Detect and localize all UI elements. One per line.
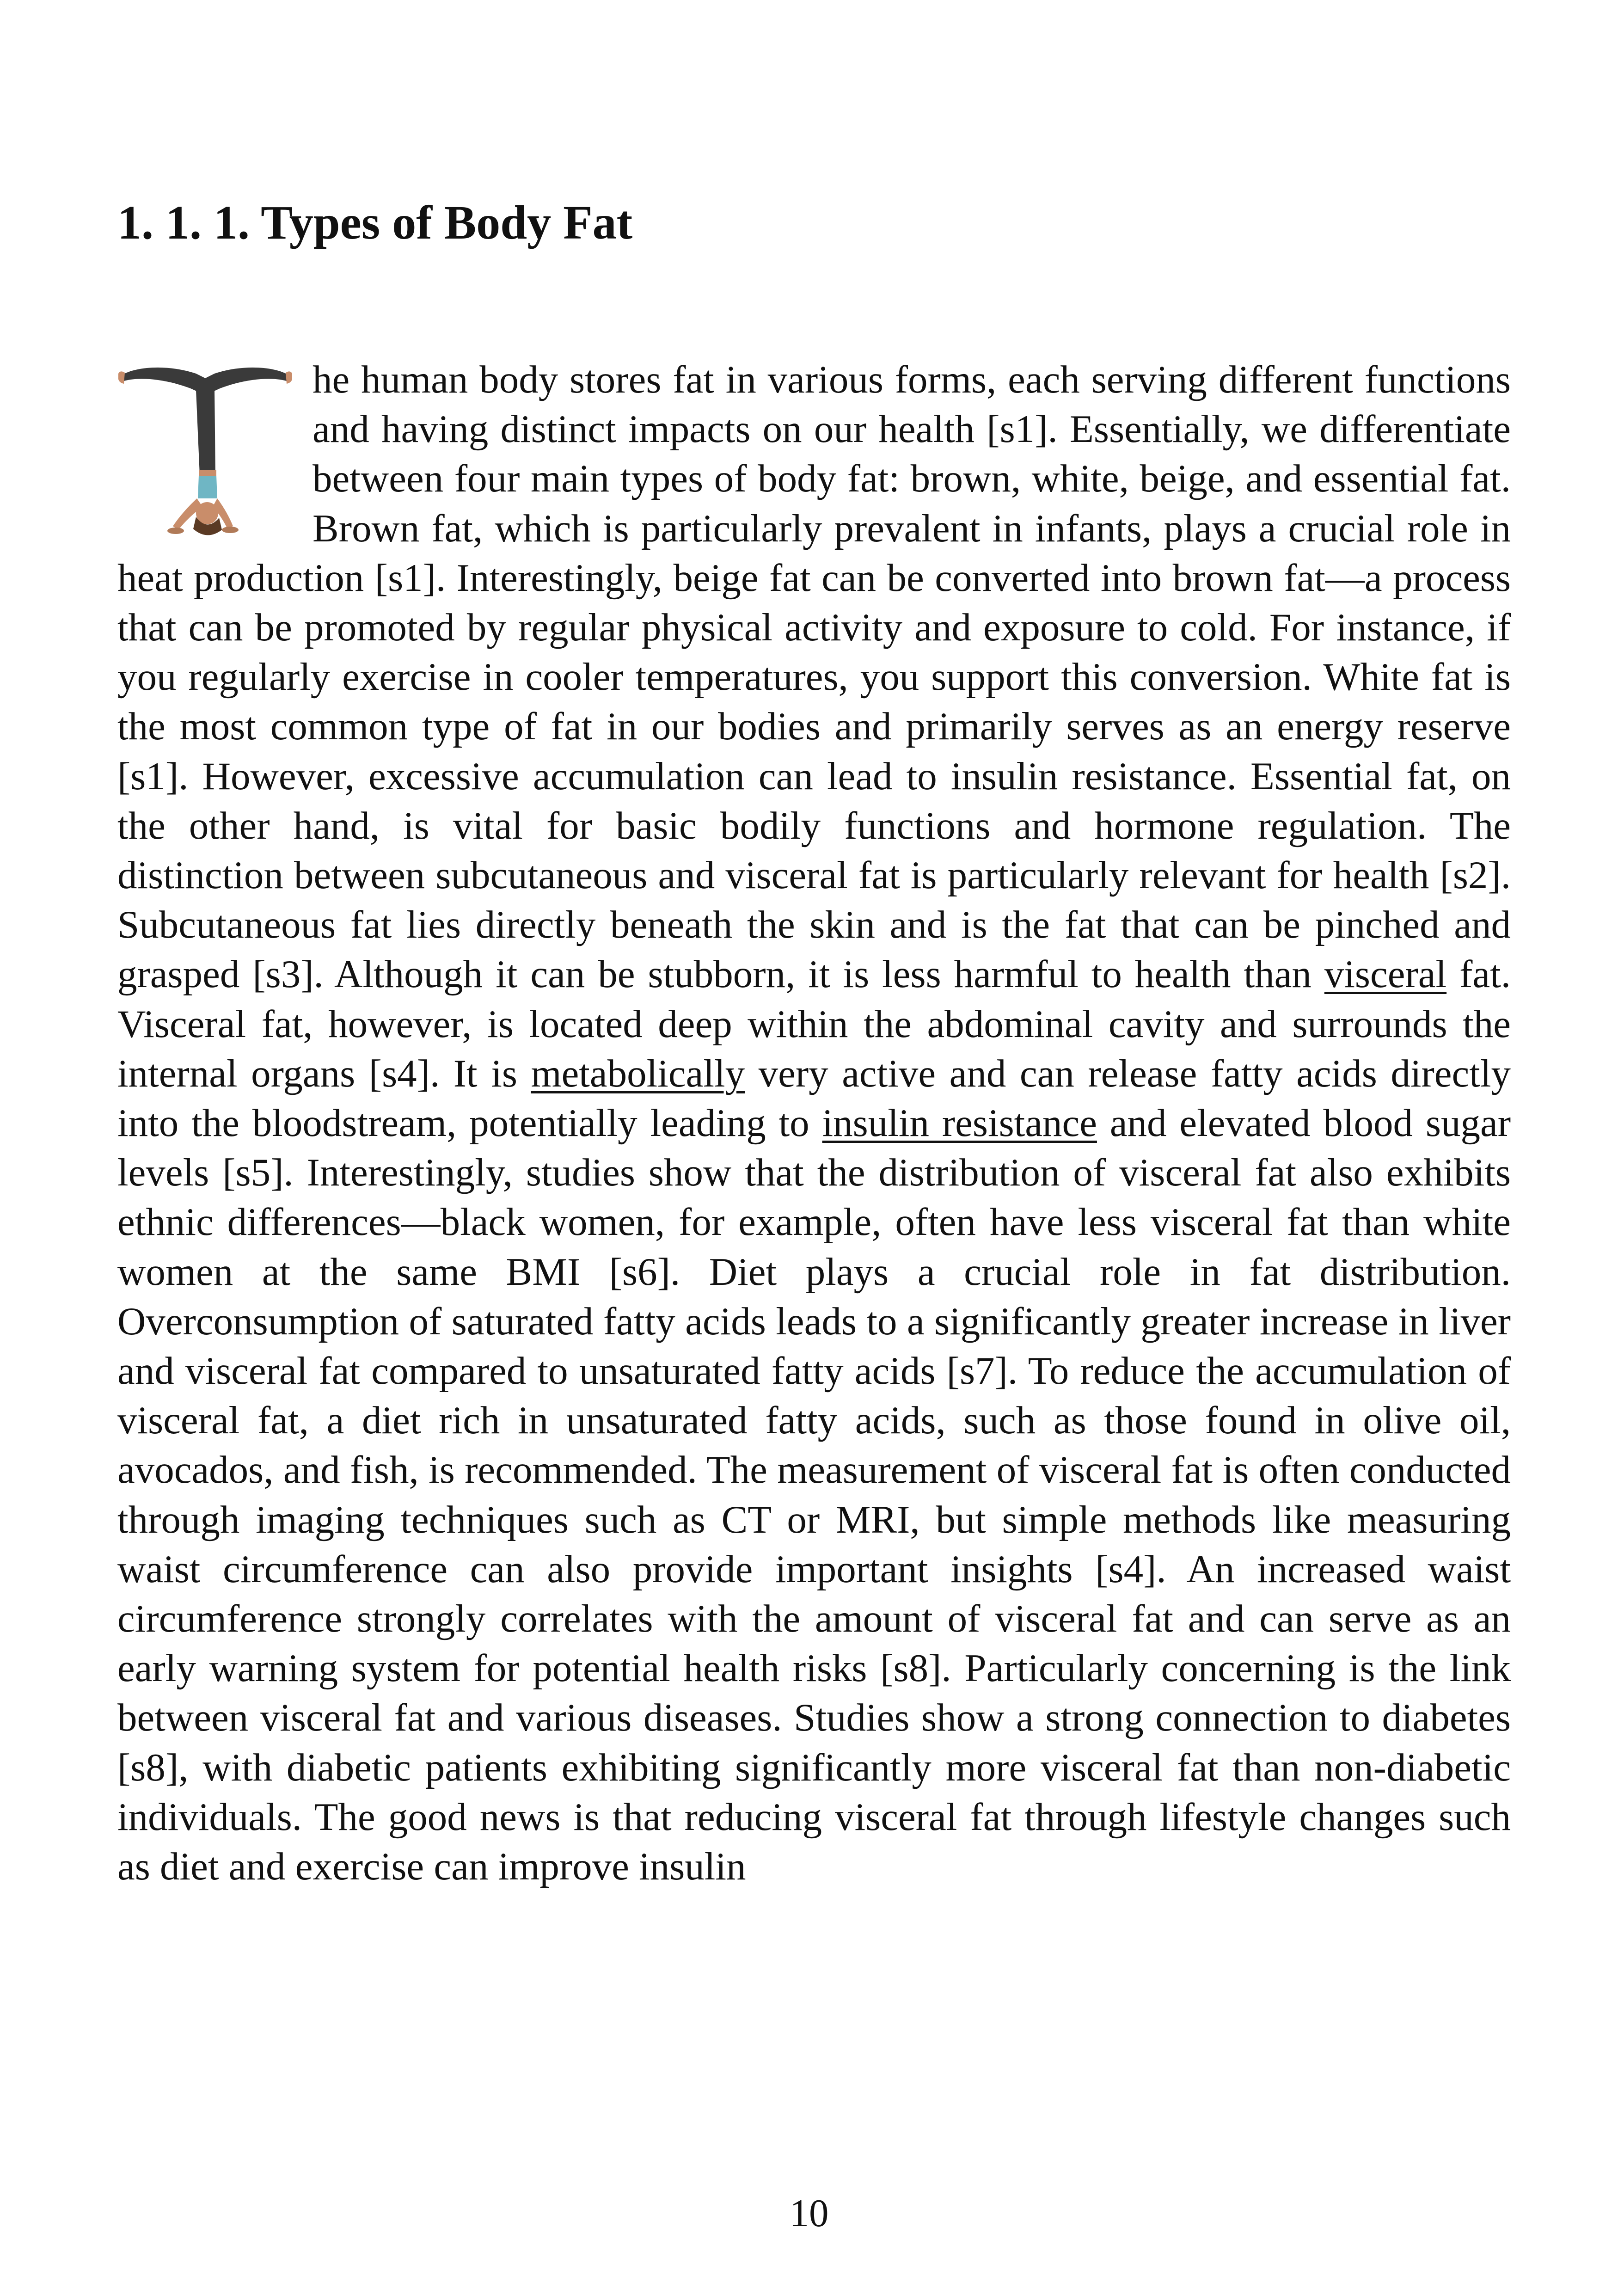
right-foot [286, 371, 292, 384]
sports-top [198, 475, 217, 498]
dropcap-letter-t [117, 355, 305, 553]
body-paragraph [117, 355, 1511, 1891]
midriff [199, 470, 216, 476]
text-run: and elevated blood sugar levels [s5]. Interestingly, studies show that the distribution of visceral fat also exhibits ethnic differences—black women, for example, often have less visceral fat than white women at the same BMI [s6]. Diet plays a crucial role in fat distribution. Overconsumption of saturated fatty acids leads to a significantly greater increase in liver and visceral fat compared to unsaturated fatty acids [s7]. To reduce the accumulation of visceral fat, a diet rich in unsaturated fatty acids, such as those found in olive oil, avocados, and fish, is recommended. The measurement of visceral fat is often conducted through imaging techniques such as CT or MRI, but simple methods like measuring waist circumference can also provide important insights [s4]. An increased waist circumference strongly correlates with the amount of visceral fat and can serve as an early warning system for potential health risks [s8]. Particularly concerning is the link between visceral fat and various diseases. Studies show a strong connection to diabetes [s8], with diabetic patients exhibiting significantly more visceral fat than non-diabetic individuals. The good news is that reducing visceral fat through lifestyle changes such as diet and exercise can improve insulin [117, 1101, 1511, 1889]
headstand-yoga-letter-t-icon [117, 360, 293, 554]
underlined-term-metabolically: metabolically [531, 1051, 745, 1095]
left-hand [167, 528, 184, 534]
text-run: he human body stores fat in various forms, each serving different functions and having distinct impacts on our health [s1]. Essentially, we differentiate between four main types of body fat: brown, white, beige, and essential fat. Brown fat, which is particularly prevalent in infants, plays a crucial role in heat production [s1]. Interestingly, beige fat can be converted into brown fat—a process that can be promoted by regular physical activity and exposure to cold. For instance, if you regularly exercise in cooler temperatures, you support this conversion. White fat is the most common type of fat in our bodies and primarily serves as an energy reserve [s1]. However, excessive accumulation can lead to insulin resistance. Essential fat, on the other hand, is vital for basic bodily functions and hormone regulation. The distinction between subcutaneous and visceral fat is particularly relevant for health [s2]. Subcutaneous fat lies directly beneath the skin and is the fat that can be pinched and grasped [s3]. Although it can be stubborn, it is less harmful to health than [117, 358, 1511, 996]
text-run: very active and can release fatty acids directly into the bloodstream, potentially leading to [117, 1051, 1511, 1145]
page-number: 10 [789, 2192, 829, 2235]
underlined-term-insulin-resistance: insulin resistance [822, 1101, 1097, 1145]
right-hand [222, 527, 239, 533]
section-heading: 1. 1. 1. Types of Body Fat [117, 196, 633, 249]
text-run: fat. Visceral fat, however, is located deep within the abdominal cavity and surrounds the internal organs [s4]. It is [117, 952, 1511, 1095]
legs-crossbar [121, 368, 289, 393]
left-foot [118, 371, 125, 384]
underlined-term-visceral: visceral [1324, 952, 1447, 996]
